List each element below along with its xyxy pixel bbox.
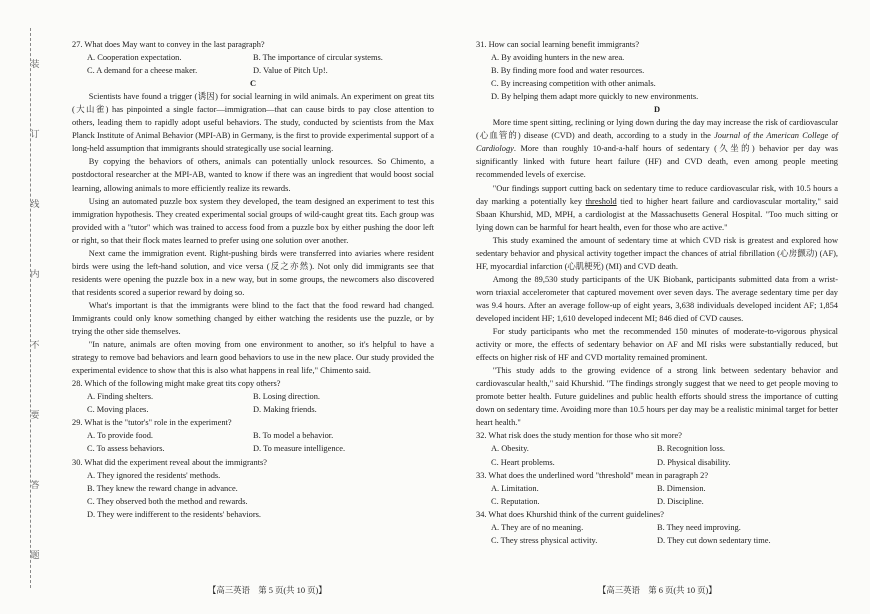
option-29-c: C. To assess behaviors.: [87, 444, 165, 454]
question-32-options-row1: [476, 442, 838, 455]
option-29-a: A. To provide food.: [87, 431, 154, 441]
question-30-stem: 30. What did the experiment reveal about the immigrants?: [72, 457, 267, 467]
section-d-heading: D: [653, 105, 661, 115]
question-28-options-row2: [72, 403, 434, 416]
option-30-a: A. They ignored the residents' methods.: [87, 470, 221, 480]
paragraph-2-part-1: "Our findings support cutting back on sedentary time to reduce cardiovascular risk, with 10.5 hours a day marking a potentially key: [476, 183, 838, 206]
underlined-word-threshold: threshold: [585, 196, 617, 206]
option-30-c: C. They observed both the method and rewards.: [87, 496, 248, 506]
option-31-c: C. By increasing competition with other animals.: [491, 79, 656, 89]
question-32-options-row2: [476, 456, 838, 469]
option-32-c: C. Heart problems.: [491, 457, 555, 467]
passage-c-paragraph-4: Next came the immigration event. Right-pushing birds were transferred into aviaries where resident birds were using the left-hand solution, and vice versa (反之亦然). Not only did immigrants see that residents were opening the puzzle box in a new way, but in some groups, the newcomers also discovered that residents scored a superior reward by doing so.: [72, 248, 434, 297]
question-34-stem: 34. What does Khurshid think of the current guidelines?: [476, 509, 665, 519]
paragraph-1-part-2: . More than roughly 10-and-a-half hours of sedentary (久坐的) behavior per day was significantly linked with future heart failure (HF) and CVD death, even among people meeting recommended levels of exercise.: [476, 144, 838, 180]
passage-c-paragraph-1: Scientists have found a trigger (诱因) for social learning in wild animals. An experiment on great tits (大山雀) has pinpointed a single factor—immigration—that can cause birds to pay close attention to others, leading them to rapidly adopt useful behaviors. The study, conducted by scientists from the Max Planck Institute of Animal Behavior (MPI-AB) in Germany, is the first to provide experimental support of a long-held assumption that immigrants should strategically use social learning.: [72, 92, 434, 154]
page-6-column: [476, 38, 838, 547]
question-28-stem: 28. Which of the following might make great tits copy others?: [72, 379, 281, 389]
option-33-d: D. Discipline.: [657, 496, 704, 506]
option-29-d: D. To measure intelligence.: [253, 444, 346, 454]
question-27-stem: 27. What does May want to convey in the last paragraph?: [72, 40, 265, 49]
binding-char: 答: [30, 479, 40, 490]
question-32-stem: 32. What risk does the study mention for those who sit more?: [476, 431, 682, 441]
option-30-b: B. They knew the reward change in advance.: [87, 483, 238, 493]
question-28-options-row1: [72, 390, 434, 403]
question-27-options-row1: [72, 51, 434, 64]
passage-c-paragraph-6: "In nature, animals are often moving from one environment to another, so it's helpful to have a strategy to remove bad behaviors and learn good behaviors to use in the new place. Our study provided the experimental evidence to show that this is also what happens in real life," Chimento said.: [72, 340, 434, 376]
option-32-d: D. Physical disability.: [657, 457, 731, 467]
passage-c-paragraph-5: What's important is that the immigrants were blind to the fact that the food reward had changed. Immigrants could only know something changed by either watching the residents use the puzzle, or by trying the other side themselves.: [72, 300, 434, 337]
binding-char: 题: [30, 549, 40, 560]
option-27-c: C. A demand for a cheese maker.: [87, 66, 198, 76]
option-28-d: D. Making friends.: [253, 405, 317, 415]
passage-d-paragraph-4: Among the 89,530 study participants of the UK Biobank, participants submitted data from a wrist-worn triaxial accelerometer that captured movement over seven days. The average sedentary time per day was 9.4 hours. After an average follow-up of eight years, 3,638 individuals developed incident AF; 1,854 developed incident HF; 1,610 developed indecent MI; 846 died of CVD causes.: [476, 274, 838, 323]
question-29-stem: 29. What is the "tutor's" role in the experiment?: [72, 418, 232, 428]
option-34-c: C. They stress physical activity.: [491, 535, 598, 545]
option-31-a: A. By avoiding hunters in the new area.: [491, 53, 625, 63]
binding-char: 装: [30, 59, 40, 69]
question-33-options-row1: [476, 482, 838, 495]
question-27-options-row2: [72, 64, 434, 77]
binding-char: 线: [30, 199, 40, 210]
option-31-d: D. By helping them adapt more quickly to new environments.: [491, 92, 699, 102]
page-5-column: [72, 38, 434, 521]
option-27-d: D. Value of Pitch Up!.: [253, 66, 328, 76]
question-33-stem: 33. What does the underlined word "threshold" mean in paragraph 2?: [476, 470, 709, 480]
question-33-options-row2: [476, 495, 838, 508]
option-32-a: A. Obesity.: [491, 444, 529, 454]
question-29-options-row2: [72, 442, 434, 455]
option-28-c: C. Moving places.: [87, 405, 149, 415]
passage-c-paragraph-3: Using an automated puzzle box system they developed, the team designed an experiment to test this immigration hypothesis. They created experimental social groups of wild-caught great tits. Each group was provided with a "tutor" which was trained to access food from a puzzle box by either pushing the door left or right, so that their flock mates learned to prefer using one solution over another.: [72, 196, 434, 245]
passage-c-paragraph-2: By copying the behaviors of others, animals can potentially unlock resources. So Chimento, a postdoctoral researcher at the MPI-AB, wanted to know if there was an ingredient that would boost social learning, allowing animals to more efficiently realize its rewards.: [72, 157, 434, 193]
binding-char: 内: [30, 269, 40, 280]
passage-d-paragraph-3: This study examined the amount of sedentary time at which CVD risk is greatest and explored how sedentary behavior and physical activity together impact the chances of atrial fibrillation (心房颤动) (AF), HF, myocardial infarction (心肌梗死) (MI) and CVD death.: [476, 235, 838, 271]
passage-d-paragraph-2: [476, 182, 838, 234]
option-31-b: B. By finding more food and water resources.: [491, 66, 645, 76]
option-30-d: D. They were indifferent to the residents' behaviors.: [87, 509, 261, 519]
option-34-a: A. They are of no meaning.: [491, 522, 584, 532]
option-28-b: B. Losing direction.: [253, 392, 320, 402]
question-34-options-row1: [476, 521, 838, 534]
question-34-options-row2: [476, 534, 838, 547]
journal-title: Journal of the American College of Cardiology: [476, 131, 838, 154]
binding-char: 订: [30, 129, 40, 140]
option-32-b: B. Recognition loss.: [657, 444, 725, 454]
passage-d-paragraph-5: For study participants who met the recommended 150 minutes of moderate-to-vigorous physical activity or more, the effects of sedentary behavior on AF and MI risks were substantially reduced, but effects on higher risk of HF and CVD mortality remained prominent.: [476, 327, 838, 363]
passage-d-paragraph-1: [476, 116, 838, 181]
page-6-footer: 【高三英语 第 6 页(共 10 页)】: [598, 586, 717, 595]
option-34-d: D. They cut down sedentary time.: [657, 535, 771, 545]
binding-line: [30, 28, 31, 588]
binding-char: 要: [30, 409, 40, 420]
option-33-c: C. Reputation.: [491, 496, 540, 506]
passage-d-paragraph-6: "This study adds to the growing evidence of a strong link between sedentary behavior and cardiovascular health," said Khurshid. "The findings strongly suggest that we need to get people moving to promote better health. Future guidelines and public health efforts should stress the importance of cutting down on sedentary time. Avoiding more than 10.5 hours per day may be a realistic minimal target for better heart health.": [476, 366, 838, 428]
binding-margin: [22, 0, 48, 614]
page-5-footer: 【高三英语 第 5 页(共 10 页)】: [208, 586, 327, 595]
paragraph-1-part-1: More time spent sitting, reclining or lying down during the day may increase the risk of cardiovascular (心血管的) disease (CVD) and death, according to a study in the: [476, 118, 838, 141]
question-31-stem: 31. How can social learning benefit immigrants?: [476, 40, 640, 49]
option-33-a: A. Limitation.: [491, 483, 539, 493]
paragraph-2-part-2: tied to higher heart failure and cardiovascular mortality," said Sbaan Khurshid, MD, MPH, a cardiologist at the Massachusetts General Hospital. "Too much sitting or lying down can be harmful for heart health, even for those who are active.": [476, 196, 839, 232]
option-28-a: A. Finding shelters.: [87, 392, 154, 402]
option-29-b: B. To model a behavior.: [253, 431, 334, 441]
binding-char: 不: [30, 339, 40, 350]
option-27-b: B. The importance of circular systems.: [253, 53, 383, 63]
option-33-b: B. Dimension.: [657, 483, 706, 493]
question-29-options-row1: [72, 429, 434, 442]
option-27-a: A. Cooperation expectation.: [87, 53, 182, 63]
section-c-heading: C: [249, 79, 257, 89]
option-34-b: B. They need improving.: [657, 522, 741, 532]
